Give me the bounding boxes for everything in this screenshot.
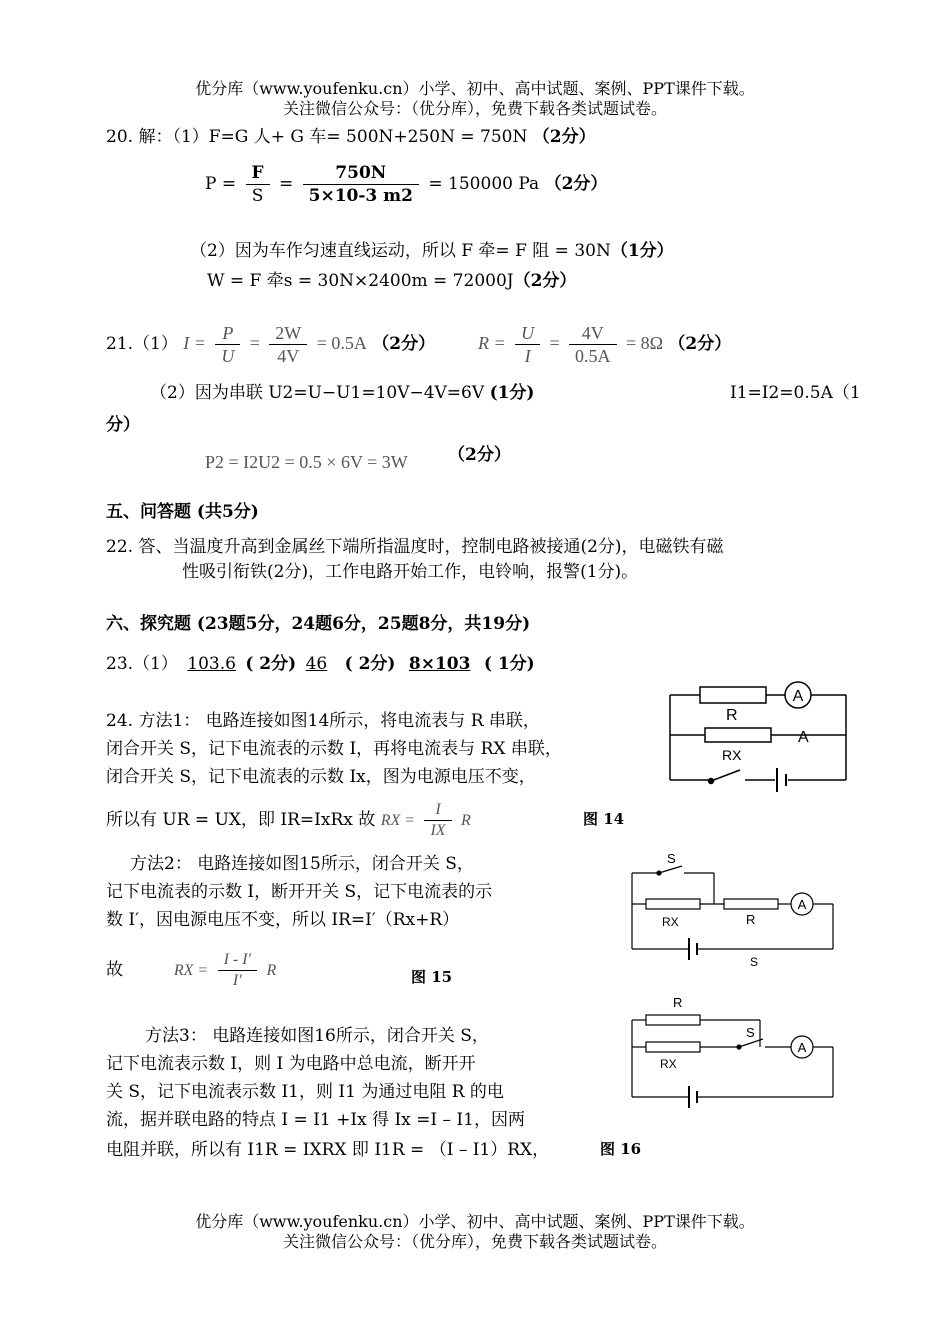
f16-ammeter-label: A [797,1040,807,1055]
f14-ammeter-1-label: A [792,688,804,705]
q24-m2-line-2: 记下电流表的示数 I，断开开关 S，记下电流表的示 [106,882,493,902]
q24-m2-line-3: 数 I′，因电源电压不变，所以 IR=I′（Rx+R） [106,910,460,930]
q24-m3-line-4: 流，据并联电路的特点 I = I1 +Ix 得 Ix =I – I1，因两 [106,1110,525,1130]
f14-rx-label: RX [722,747,742,763]
q24-m1-line-4 [106,800,471,841]
f14-r-label: R [726,707,738,724]
q21-r-result: = 8Ω [625,333,663,353]
f14-resistor-rx [705,728,771,742]
q23-line [106,649,535,674]
q23-answer-1: 103.6 [187,654,236,674]
q23-score-3: ( 1分) [483,654,535,674]
q24-m1-f-den: IX [430,822,446,839]
section6-title: 六、探究题 (23题5分，24题6分，25题8分，共19分) [106,614,531,634]
f15-resistor-r [724,899,778,909]
q20-score-3: （1分） [610,241,674,261]
q24-m1-text: 所以有 UR = UX，即 IR=IxRx 故 [106,810,376,830]
f15-s1-label: S [667,851,676,866]
q20-p-result: = 150000 Pa [428,174,540,194]
q20-eq-3: （2）因为车作匀速直线运动，所以 F 牵= F 阻 = 30N [190,241,611,261]
q22-line-2: 性吸引衔铁(2分)，工作电路开始工作，电铃响，报警(1分)。 [182,562,639,582]
q20-score-1: （2分） [532,127,596,147]
q24-m1-f-rhs: R [460,812,471,829]
q21-line-2 [150,378,534,403]
q20-p-den2: 5×10-3 m2 [308,186,413,206]
q24-m1-f-num: I [424,800,451,821]
f15-rx-label: RX [662,915,679,929]
q21-i-num2: 2W [269,322,307,345]
q24-m2-f-den: I′ [232,972,242,989]
q20-p-score: （2分） [544,174,608,194]
q23-answer-2: 46 [305,654,328,674]
q20-p-num: F [246,162,270,185]
q20-p-eq: = [278,174,294,194]
q21-r-den2: 0.5A [575,346,611,366]
q24-m3-line-3: 关 S，记下电流表示数 I1，则 I1 为通过电阻 R 的电 [106,1082,504,1102]
q23-score-1: ( 2分) [245,654,297,674]
q21-p2-score: （2分） [448,445,511,465]
q21-r-score: （2分） [668,334,732,354]
q21-i-den: U [221,346,235,366]
header-line-1: 优分库（www.youfenku.cn）小学、初中、高中试题、案例、PPT课件下载。 [195,79,755,98]
q21-part2-wrap: 分） [106,415,140,435]
q23-label: 23.（1） [106,654,178,674]
q24-m2-line-4 [106,950,276,991]
q24-m3-line-5: 电阻并联，所以有 I1R = IXRX 即 I1R = （I – I1）RX， [106,1140,550,1160]
q24-m2-f-num: I - I′ [218,950,257,971]
q21-part2: （2）因为串联 U2=U−U1=10V−4V=6V [150,383,485,403]
f15-s2-label: S [750,955,759,969]
f14-switch [711,770,740,781]
q24-m1-f-lhs: RX = [380,812,416,829]
q24-m3-line-1: 方法3： 电路连接如图16所示，闭合开关 S， [145,1026,489,1046]
q24-m3-line-2: 记下电流表示数 I，则 I 为电路中总电流，断开开 [106,1054,476,1074]
q21-part2-score: (1分) [489,383,535,403]
q24-m2-f-lhs: RX = [173,962,209,979]
q21-i-den2: 4V [277,346,300,366]
q21-i-score: （2分） [372,334,436,354]
q21-part2-right: I1=I2=0.5A（1 [730,383,861,403]
q21-i-num: P [215,322,240,345]
q20-line-3 [190,236,674,261]
q21-r-formula [478,322,731,367]
q21-p2-eq: P2 = I2U2 = 0.5 × 6V = 3W [205,452,408,472]
q23-score-2: ( 2分) [344,654,396,674]
q21-i-eq2: = [249,333,260,353]
f15-switch-s1 [659,866,682,873]
section5-title: 五、问答题 (共5分) [106,502,259,522]
f14-ammeter-2-label: A [798,729,809,746]
f16-s-label: S [746,1025,755,1040]
q21-r-num: U [515,322,540,345]
q20-line-1 [106,122,596,147]
q21-r-den: I [524,346,531,366]
f15-resistor-rx [646,899,700,909]
q20-p-den: S [251,186,264,206]
fig16-caption: 图 16 [600,1140,642,1158]
q22-line-1: 22. 答、当温度升高到金属丝下端所指温度时，控制电路被接通(2分)，电磁铁有磁 [106,537,724,557]
q24-m2-line-1: 方法2： 电路连接如图15所示，闭合开关 S， [130,854,474,874]
f15-r-label: R [746,912,756,927]
header-line-2: 关注微信公众号：（优分库），免费下载各类试题试卷。 [282,99,667,118]
q20-eq-1: 20. 解：（1）F=G 人+ G 车= 500N+250N = 750N [106,127,528,147]
q21-line-1 [106,322,435,367]
q20-line-4 [207,266,576,291]
q24-m2-f-rhs: R [266,962,277,979]
q21-r-eq2: = [549,333,560,353]
q20-eq-4: W = F 牵s = 30N×2400m = 72000J [207,271,514,291]
q23-answer-3: 8×103 [408,654,471,674]
fig15-caption: 图 15 [411,968,453,986]
q21-i-eq: I = [183,333,206,353]
figure-14-circuit [660,675,860,810]
f16-rx-label: RX [660,1057,677,1071]
q24-m2-text: 故 [106,960,123,980]
f16-r-label: R [673,995,683,1010]
f16-resistor-rx [646,1042,700,1052]
q21-r-num2: 4V [569,322,617,345]
q21-i-result: = 0.5A [316,333,367,353]
q24-m1-line-2: 闭合开关 S，记下电流表的示数 I，再将电流表与 RX 串联， [106,739,562,759]
q24-m1-line-3: 闭合开关 S，记下电流表的示数 Ix，图为电源电压不变， [106,767,536,787]
q21-r-eq: R = [478,333,506,353]
q20-p-left: P = [205,174,237,194]
footer-line-1: 优分库（www.youfenku.cn）小学、初中、高中试题、案例、PPT课件下载。 [195,1212,755,1231]
f14-resistor-r [700,687,766,703]
f16-resistor-r [646,1015,700,1025]
q20-pressure-eq [205,162,607,207]
fig14-caption: 图 14 [583,810,625,828]
figure-15-circuit [620,848,845,973]
q21-label: 21.（1） [106,334,178,354]
footer-line-2: 关注微信公众号：（优分库），免费下载各类试题试卷。 [282,1232,667,1251]
q20-score-4: （2分） [513,271,577,291]
q20-p-num2: 750N [303,162,419,185]
f15-ammeter-label: A [797,897,807,912]
q24-m1-line-1: 24. 方法1： 电路连接如图14所示，将电流表与 R 串联， [106,711,540,731]
figure-16-circuit [620,992,845,1117]
